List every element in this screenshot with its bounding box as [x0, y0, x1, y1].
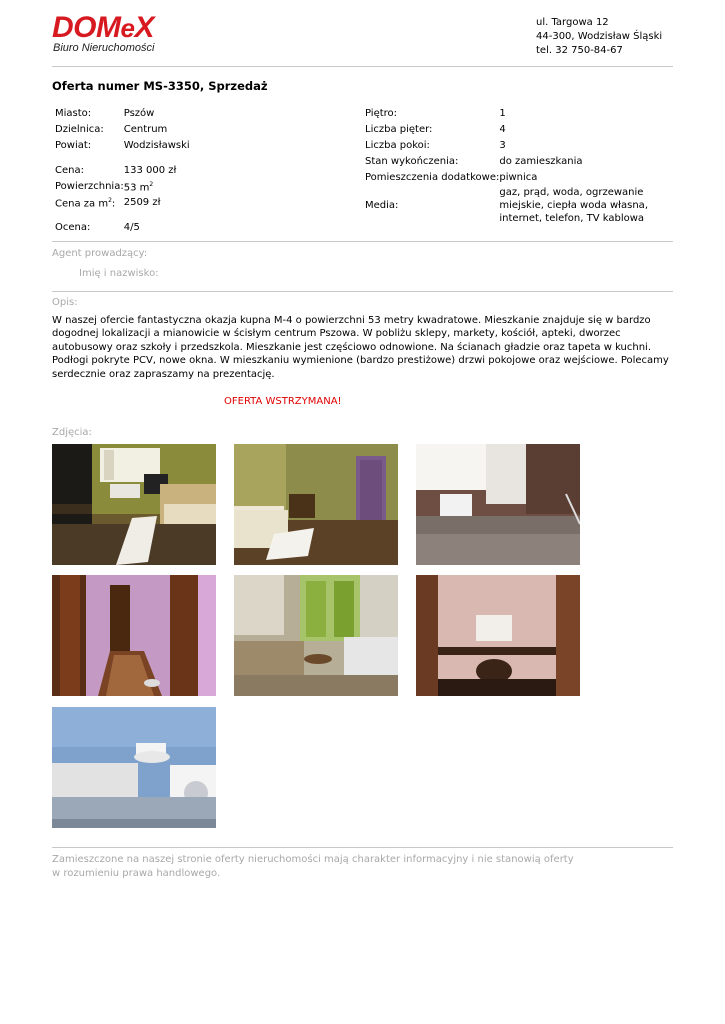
- detail-label: Media:: [365, 199, 399, 211]
- company-logo: [52, 13, 154, 54]
- detail-value: Centrum: [123, 123, 168, 135]
- detail-label: Ocena:: [55, 222, 91, 234]
- detail-row-price: [55, 162, 190, 178]
- offer-title: Oferta numer MS-3350, Sprzedaż: [52, 79, 268, 93]
- detail-value: do zamieszkania: [499, 155, 583, 167]
- photo-room-radiator[interactable]: [416, 444, 580, 565]
- withdrawn-notice: OFERTA WSTRZYMANA!: [224, 396, 342, 407]
- detail-value: Wodzisławski: [123, 139, 190, 151]
- offer-details-left: [55, 105, 190, 236]
- description-text: W naszej ofercie fantastyczna okazja kupna M-4 o powierzchni 53 metry kwadratowe. Mieszkanie znajduje się w bardzo dogodnej lokalizacji a mianowicie w ścisłym centrum Pszowa. W pobliżu sklepy, markety, kościół, apteki, dworzec autobusowy oraz szkoły i przedszkola. Mieszkanie jest częściowo odnowione. Na ścianach gładzie oraz tapeta w kuchni. Podłogi pokryte PCV, nowe okna. W mieszkaniu wymienione (bardzo prestiżowe) drzwi pokojowe oraz wejściowe. Polecamy serdecznie oraz zapraszamy na prezentację.: [52, 315, 669, 380]
- detail-label: Cena:: [55, 164, 84, 176]
- detail-row-utilities: [365, 185, 679, 225]
- photo-toilet[interactable]: [416, 575, 580, 696]
- detail-label: Powierzchnia:: [55, 180, 124, 192]
- detail-row-floors: [365, 121, 679, 137]
- detail-row-rooms: [365, 137, 679, 153]
- detail-row-area: [55, 178, 190, 194]
- footer-divider: [52, 847, 673, 848]
- logo-tagline: Biuro Nieruchomości: [53, 42, 155, 54]
- detail-label: Liczba pięter:: [365, 123, 433, 135]
- offer-details-right: [365, 105, 679, 225]
- detail-row-district: [55, 121, 190, 137]
- detail-label: Powiat:: [55, 139, 92, 151]
- detail-value: 1: [499, 107, 506, 119]
- detail-value: 133 000 zł: [123, 164, 177, 176]
- detail-row-condition: [365, 153, 679, 169]
- disclaimer-line-1: Zamieszczone na naszej stronie oferty nieruchomości mają charakter informacyjny i nie stanowią oferty: [52, 854, 574, 865]
- logo-wordmark: DOMeX: [52, 11, 154, 44]
- detail-row-floor: [365, 105, 679, 121]
- agent-heading: Agent prowadzący:: [52, 248, 148, 259]
- contact-block: [536, 16, 662, 58]
- photos-heading: Zdjęcia:: [52, 427, 92, 438]
- agent-divider: [52, 291, 673, 292]
- detail-row-extra-rooms: [365, 169, 679, 185]
- detail-value: 4: [499, 123, 506, 135]
- detail-value: 3: [499, 139, 506, 151]
- details-divider: [52, 241, 673, 242]
- detail-value: piwnica: [499, 171, 538, 183]
- detail-value: 4/5: [123, 222, 140, 234]
- detail-label: Piętro:: [365, 107, 398, 119]
- photo-hallway[interactable]: [52, 575, 216, 696]
- detail-label: Liczba pokoi:: [365, 139, 430, 151]
- detail-label: Dzielnica:: [55, 123, 104, 135]
- detail-label: Stan wykończenia:: [365, 155, 459, 167]
- photo-bathroom[interactable]: [52, 707, 216, 828]
- header-divider: [52, 66, 673, 67]
- address-city: 44-300, Wodzisław Śląski: [536, 31, 663, 42]
- disclaimer: [52, 853, 652, 880]
- detail-value: gaz, prąd, woda, ogrzewanie miejskie, ciepła woda własna, internet, telefon, TV kablowa: [499, 186, 648, 224]
- agent-name-label: Imię i nazwisko:: [79, 268, 159, 279]
- photo-kitchen[interactable]: [234, 575, 398, 696]
- detail-label: Pomieszczenia dodatkowe:: [365, 171, 500, 183]
- phone-number: tel. 32 750-84-67: [536, 45, 623, 56]
- detail-value: 2509 zł: [123, 196, 161, 208]
- detail-label: Miasto:: [55, 107, 92, 119]
- detail-value: 53 $m^2$: [123, 181, 154, 194]
- photo-living-room[interactable]: [52, 444, 216, 565]
- detail-row-rating: [55, 220, 190, 236]
- description-heading: Opis:: [52, 297, 78, 308]
- detail-row-county: [55, 137, 190, 153]
- detail-row-price-per-m2: [55, 194, 190, 210]
- detail-value: Pszów: [123, 107, 155, 119]
- detail-row-city: [55, 105, 190, 121]
- disclaimer-line-2: w rozumieniu prawa handlowego.: [52, 867, 221, 879]
- detail-label: Cena za $m^2$:: [55, 197, 116, 210]
- address-street: ul. Targowa 12: [536, 17, 609, 28]
- photo-room-door[interactable]: [234, 444, 398, 565]
